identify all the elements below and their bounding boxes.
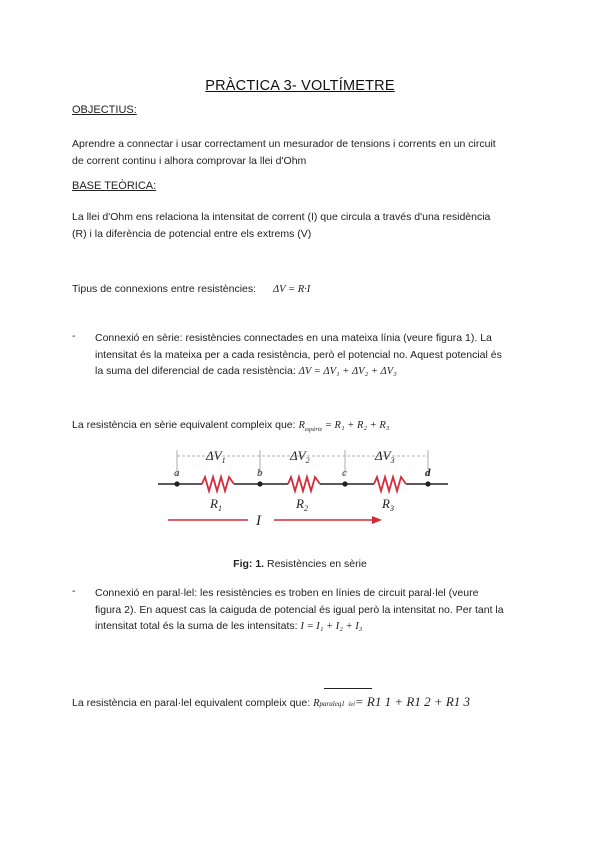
section-heading-base-teorica: BASE TEÒRICA: <box>72 180 157 192</box>
parallel-equiv-formula <box>313 694 471 709</box>
node-label-b: b <box>257 467 263 479</box>
node-c <box>342 481 347 486</box>
serie-line-1: Connexió en sèrie: resistències connectades en una mateixa línia (veure figura 1). La <box>95 332 492 344</box>
serie-equiv-rest: = R₁ + R₂ + R₃ <box>322 420 390 431</box>
node-a <box>174 481 179 486</box>
parallel-equiv-r: R <box>313 698 320 709</box>
parallel-equiv-sub2: ·lel <box>347 702 355 708</box>
caption-text: Resistències en sèrie <box>264 558 367 570</box>
voltage-label-3: $\Delta V_3$ <box>375 448 395 465</box>
serie-bullet-dash: - <box>72 330 76 342</box>
objectius-line-2: de corrent continu i alhora comprovar la llei d'Ohm <box>72 154 307 167</box>
node-label-c: c <box>342 467 347 479</box>
section-heading-objectius: OBJECTIUS: <box>72 104 137 116</box>
page-title: PRÀCTICA 3- VOLTÍMETRE <box>205 78 395 94</box>
tipus-text: Tipus de connexions entre resistències: <box>72 283 257 295</box>
parallel-fraction-bar <box>324 688 372 689</box>
parallel-line-1: Connexió en paral·lel: les resistències es troben en línies de circuit paral·lel (veure <box>95 587 479 599</box>
serie-equiv-r: R <box>298 420 305 431</box>
resistor-3 <box>374 477 406 491</box>
node-label-d: d <box>425 467 431 479</box>
objectius-paragraph <box>72 136 542 169</box>
parallel-line-3 <box>95 618 541 636</box>
serie-equiv-sub: eqsèrie <box>304 427 323 434</box>
serie-equiv-line <box>72 417 542 439</box>
serie-line-3-text: la suma del diferencial de cada resistència: <box>95 365 299 377</box>
resistor-label-1: $R_1$ <box>210 496 222 513</box>
base-line-2: (R) i la diferència de potencial entre els extrems (V) <box>72 227 312 240</box>
resistor-1 <box>202 477 234 491</box>
node-label-a: a <box>174 467 180 479</box>
parallel-paragraph <box>95 585 541 636</box>
objectius-line-1: Aprendre a connectar i usar correctament un mesurador de tensions i corrents en un circuit <box>72 138 496 150</box>
serie-voltage-formula: ΔV = ΔV₁ + ΔV₂ + ΔV₃ <box>298 366 397 377</box>
figure-caption <box>0 558 600 570</box>
parallel-line-3-text: intensitat total és la suma de les intensitats: <box>95 620 301 632</box>
caption-bold: Fig: 1. <box>233 558 265 570</box>
tipus-line <box>72 281 542 299</box>
base-paragraph <box>72 209 542 242</box>
voltage-label-1: $\Delta V_1$ <box>206 448 226 465</box>
resistor-label-3: $R_3$ <box>382 496 394 513</box>
parallel-equiv-rest: = R1 1 + R1 2 + R1 3 <box>354 694 471 709</box>
resistor-label-2: $R_2$ <box>296 496 308 513</box>
serie-equiv-formula <box>298 420 390 434</box>
ohm-formula: ΔV = R·I <box>272 284 311 295</box>
voltage-label-2: $\Delta V_2$ <box>290 448 310 465</box>
parallel-line-2: figura 2). En aquest cas la caiguda de potencial és igual però la intensitat no. Per tant la <box>95 603 504 616</box>
series-circuit-figure <box>150 440 455 540</box>
serie-equiv-text: La resistència en sèrie equivalent compleix que: <box>72 419 299 431</box>
parallel-bullet-dash: - <box>72 585 76 597</box>
serie-paragraph <box>95 330 541 381</box>
current-arrowhead <box>372 516 382 524</box>
resistor-2 <box>288 477 320 491</box>
serie-line-3 <box>95 363 541 381</box>
parallel-equiv-text: La resistència en paral·lel equivalent compleix que: <box>72 697 314 709</box>
parallel-equiv-sub: paraleq1 <box>319 700 345 708</box>
parallel-equiv-line <box>72 694 572 714</box>
node-b <box>257 481 262 486</box>
serie-line-2: intensitat és la mateixa per a cada resistència, però el potencial no. Aquest potencial és <box>95 348 502 361</box>
base-line-1: La llei d'Ohm ens relaciona la intensitat de corrent (I) que circula a través d'una residència <box>72 211 491 223</box>
parallel-current-formula: I = I₁ + I₂ + I₃ <box>300 621 363 632</box>
node-d <box>425 481 430 486</box>
current-label: I <box>256 513 261 529</box>
